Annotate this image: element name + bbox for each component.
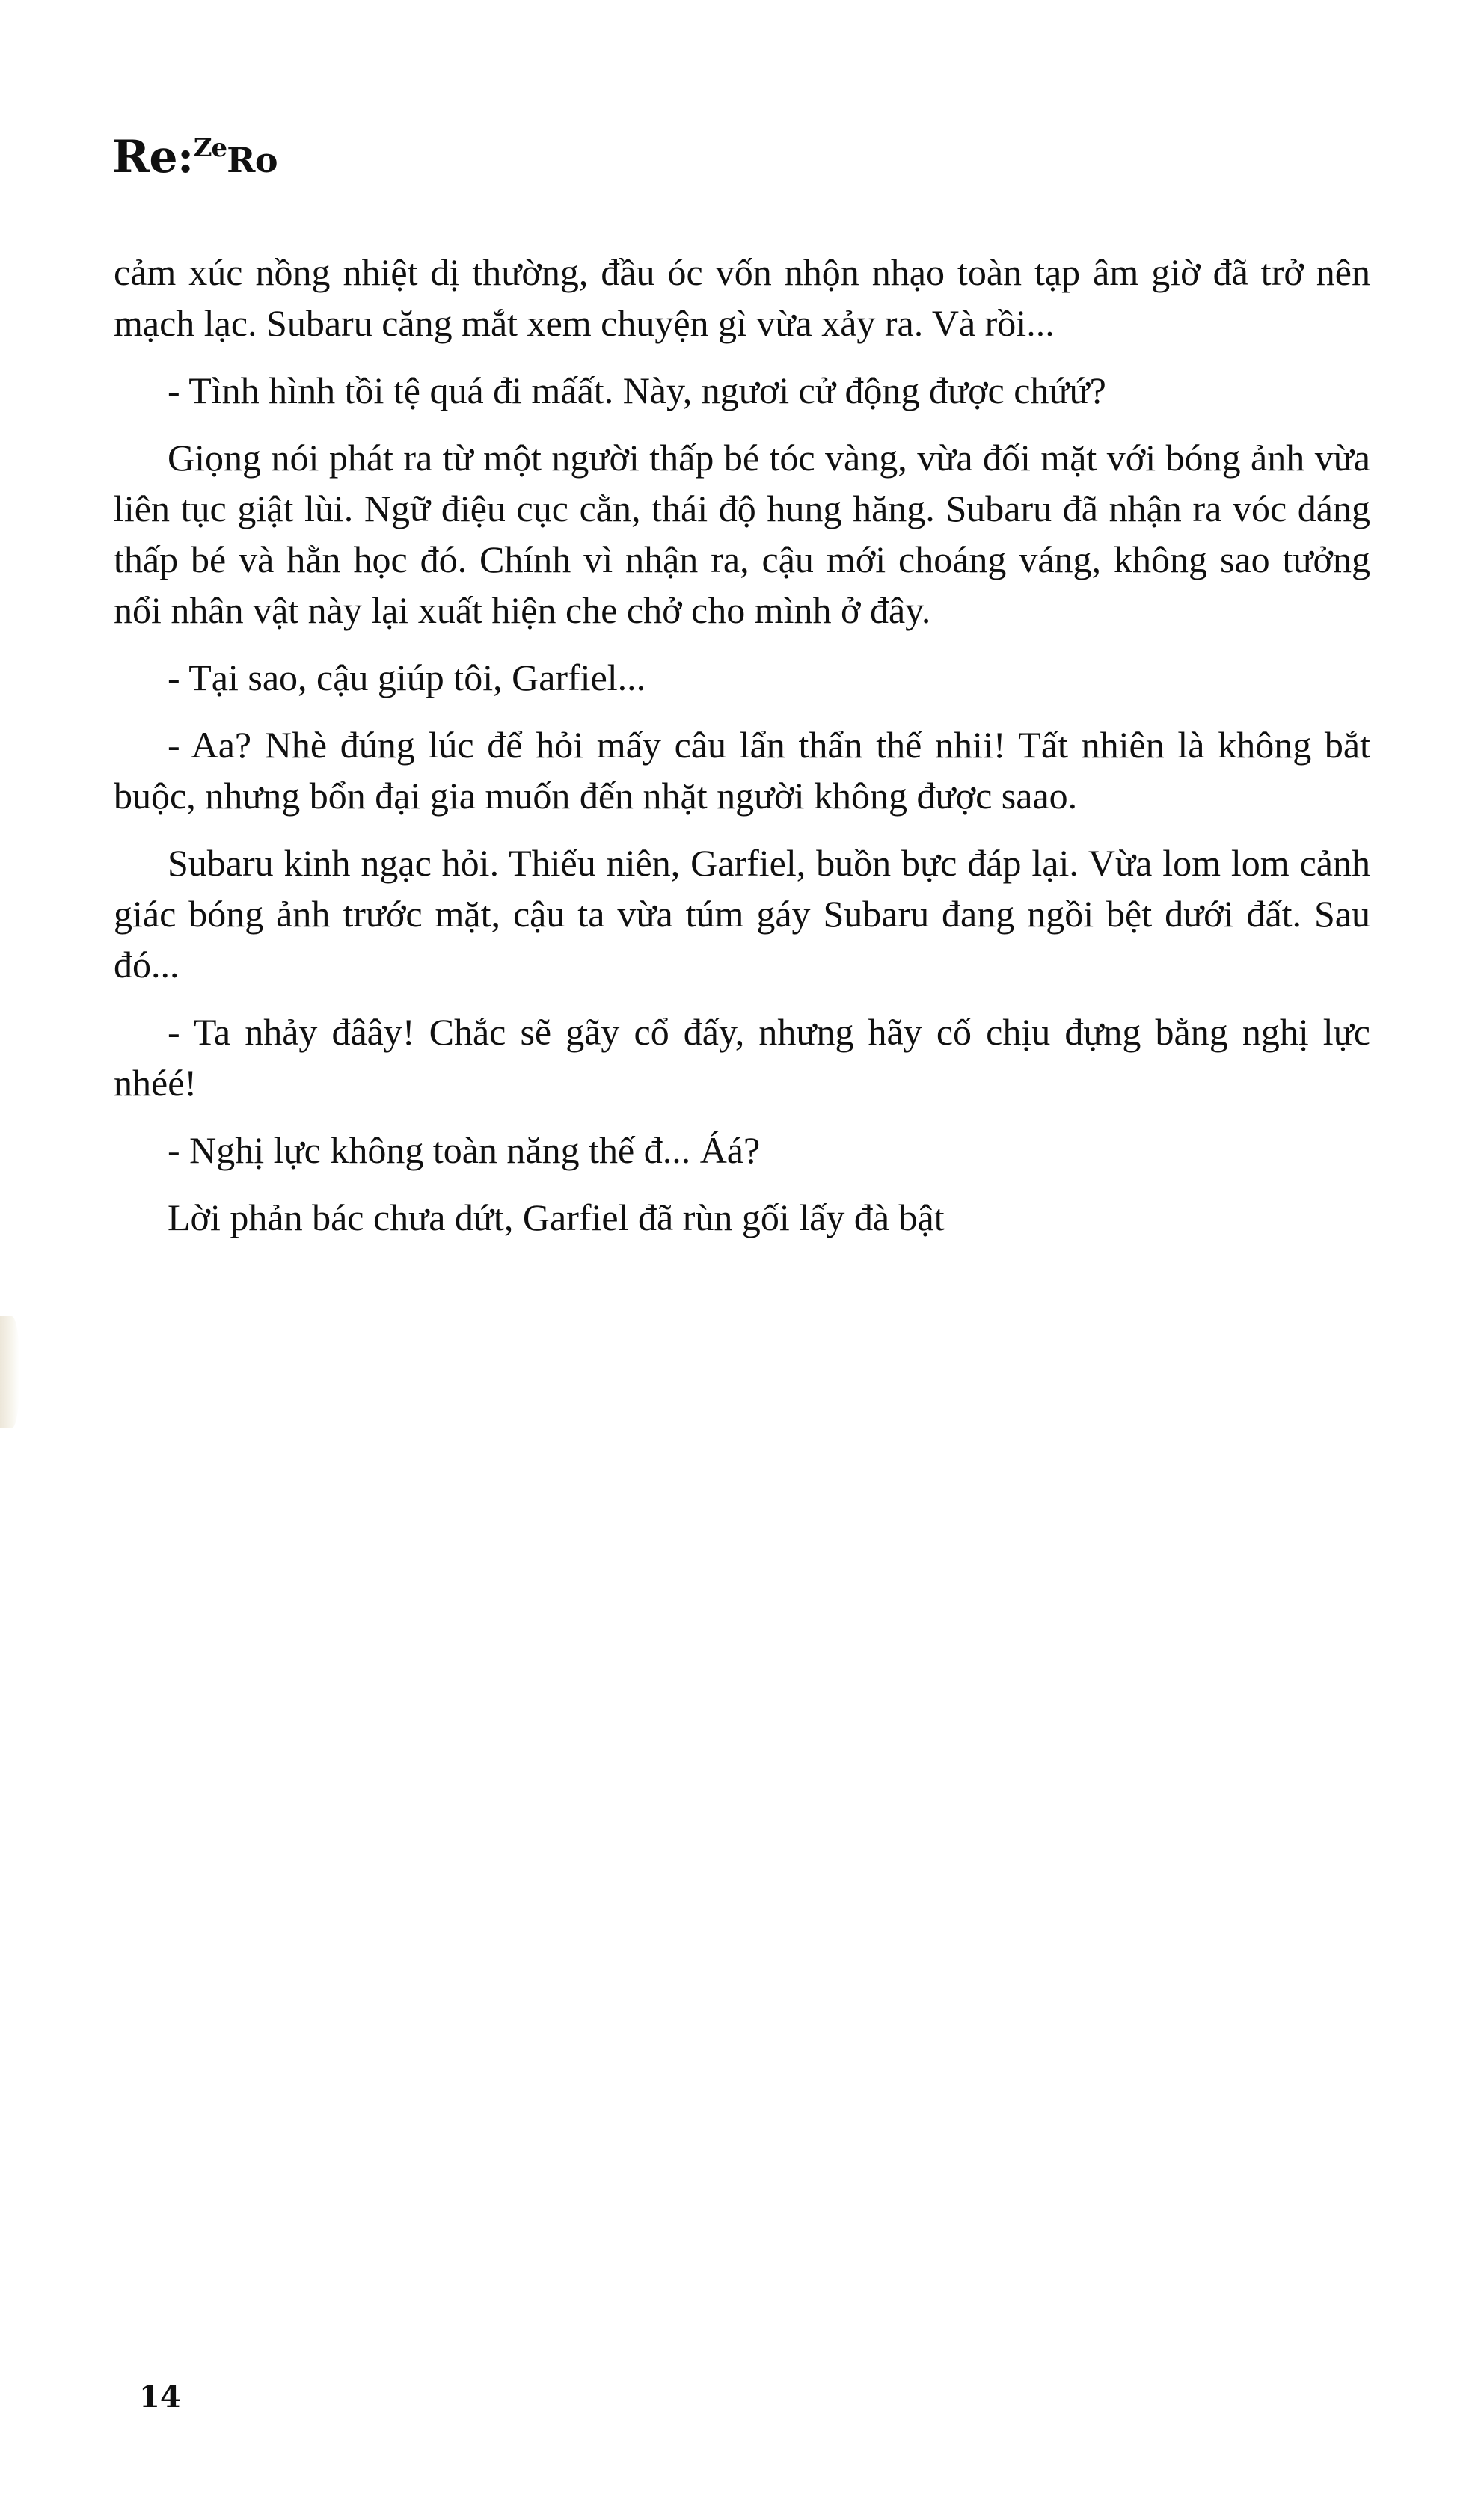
running-head-prefix: Re: (112, 131, 194, 183)
paragraph: Giọng nói phát ra từ một người thấp bé tóc vàng, vừa đối mặt với bóng ảnh vừa liên tục giật lùi. Ngữ điệu cục cằn, thái độ hung hăng. Subaru đã nhận ra vóc dáng thấp bé và hằn học đó. Chính vì nhận ra, cậu mới choáng váng, không sao tưởng nổi nhân vật này lại xuất hiện che chở cho mình ở đây. (114, 437, 1370, 631)
running-head-logo (112, 131, 278, 183)
page-body-text (114, 247, 1370, 1243)
paragraph: Subaru kinh ngạc hỏi. Thiếu niên, Garfiel, buồn bực đáp lại. Vừa lom lom cảnh giác bóng ảnh trước mặt, cậu ta vừa túm gáy Subaru đang ngồi bệt dưới đất. Sau đó... (114, 842, 1370, 986)
paragraph: - Aa? Nhè đúng lúc để hỏi mấy câu lẩn thẩn thế nhii! Tất nhiên là không bắt buộc, nhưng bổn đại gia muốn đến nhặt người không được saao. (114, 724, 1370, 817)
running-head-suffix: Ro (227, 140, 278, 180)
page-number: 14 (139, 2379, 181, 2415)
paragraph: - Nghị lực không toàn năng thế đ... Áá? (168, 1129, 761, 1171)
paragraph: cảm xúc nồng nhiệt dị thường, đầu óc vốn nhộn nhạo toàn tạp âm giờ đã trở nên mạch lạc. Subaru căng mắt xem chuyện gì vừa xảy ra. Và rồi... (114, 251, 1370, 344)
running-head-superscript: Ze (193, 133, 227, 163)
paragraph: - Tại sao, cậu giúp tôi, Garfiel... (168, 657, 646, 698)
page-edge-artifact (0, 1316, 19, 1428)
paragraph: - Tình hình tồi tệ quá đi mấất. Này, ngươi cử động được chứứ? (168, 369, 1106, 411)
paragraph: Lời phản bác chưa dứt, Garfiel đã rùn gối lấy đà bật (168, 1196, 945, 1238)
paragraph: - Ta nhảy đâây! Chắc sẽ gãy cổ đấy, nhưng hãy cố chịu đựng bằng nghị lực nhéé! (114, 1011, 1370, 1104)
